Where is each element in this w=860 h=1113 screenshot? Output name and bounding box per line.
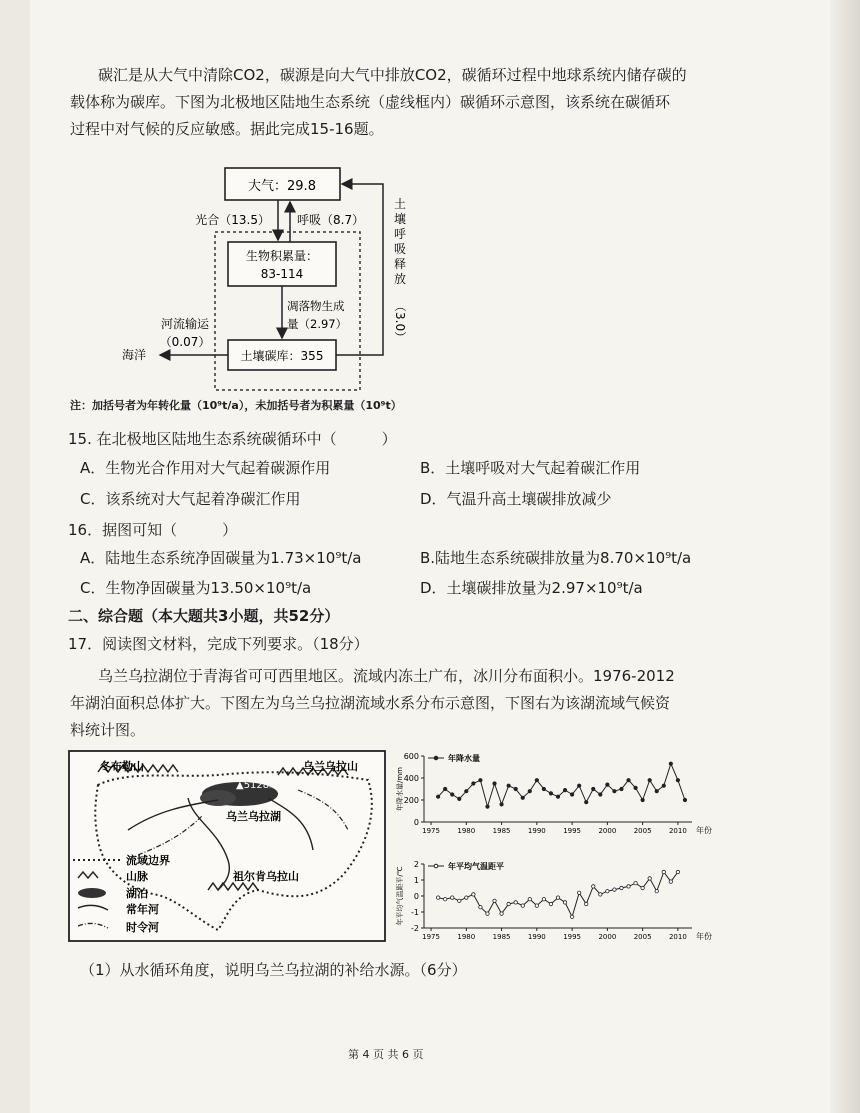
- data-point: [620, 886, 623, 889]
- svg-text:土: 土: [393, 197, 407, 211]
- data-point: [606, 890, 609, 893]
- q15-option-a: A．生物光合作用对大气起着碳源作用: [80, 459, 331, 477]
- data-point: [493, 782, 496, 785]
- data-point: [570, 915, 573, 918]
- y-axis-label: 年平均气温距平/℃: [396, 866, 404, 926]
- atmosphere-label: 大气：29.8: [248, 179, 316, 194]
- q15-stem: 15. 在北极地区陆地生态系统碳循环中（ ）: [68, 430, 397, 448]
- svg-text:呼: 呼: [393, 227, 407, 241]
- data-point: [542, 787, 545, 790]
- x-tick-label: 1975: [422, 933, 440, 941]
- x-tick-label: 1985: [492, 827, 511, 835]
- data-point: [599, 893, 602, 896]
- data-point: [634, 786, 637, 789]
- page-edge: [830, 0, 860, 1113]
- x-tick-label: 1995: [563, 827, 582, 835]
- data-point: [620, 787, 623, 790]
- biomass-value: 83-114: [260, 267, 304, 281]
- river-label-1: 河流输运: [160, 317, 210, 331]
- data-point: [500, 803, 503, 806]
- data-point: [577, 784, 580, 787]
- data-point: [486, 805, 489, 808]
- data-point: [479, 906, 482, 909]
- data-point: [472, 893, 475, 896]
- data-point: [479, 779, 482, 782]
- data-point: [613, 790, 616, 793]
- data-point: [655, 790, 658, 793]
- data-point: [549, 902, 552, 905]
- photosynthesis-label: 光合（13.5）: [195, 213, 270, 227]
- legend-marker: [434, 864, 438, 868]
- data-point: [563, 788, 566, 791]
- data-point: [556, 795, 559, 798]
- svg-text:吸: 吸: [393, 242, 407, 256]
- x-tick-label: 1980: [457, 827, 476, 835]
- data-point: [528, 790, 531, 793]
- y-tick-label: 2: [413, 860, 419, 869]
- svg-text:湖泊: 湖泊: [126, 887, 148, 900]
- data-point: [472, 782, 475, 785]
- intro-line-1: 碳汇是从大气中清除CO2，碳源是向大气中排放CO2，碳循环过程中地球系统内储存碳的: [98, 66, 687, 84]
- data-point: [443, 787, 446, 790]
- x-tick-label: 2000: [598, 827, 617, 835]
- data-point: [514, 901, 517, 904]
- data-point: [676, 779, 679, 782]
- y-tick-label: 400: [403, 774, 419, 783]
- y-tick-label: 200: [403, 796, 419, 805]
- lake-label: 乌兰乌拉湖: [226, 810, 281, 823]
- data-point: [592, 885, 595, 888]
- q17-stem: 17．阅读图文材料，完成下列要求。（18分）: [68, 635, 369, 653]
- q16-option-a: A．陆地生态系统净固碳量为1.73×10⁹t/a: [80, 549, 362, 567]
- data-point: [465, 790, 468, 793]
- q16-stem: 16．据图可知（ ）: [68, 521, 238, 539]
- x-tick-label: 1990: [527, 827, 546, 835]
- q16-option-c: C．生物净固碳量为13.50×10⁹t/a: [80, 579, 312, 597]
- y-tick-label: 0: [413, 892, 419, 901]
- x-tick-label: 2005: [633, 827, 652, 835]
- q16-option-b: B.陆地生态系统碳排放量为8.70×10⁹t/a: [420, 549, 692, 567]
- data-point: [570, 793, 573, 796]
- svg-text:流域边界: 流域边界: [126, 854, 170, 867]
- mountain-label-3: 祖尔肯乌拉山: [233, 870, 299, 883]
- data-point: [507, 784, 510, 787]
- data-point: [627, 779, 630, 782]
- data-point: [655, 890, 658, 893]
- x-axis-label: 年份: [696, 932, 712, 941]
- litter-label-1: 凋落物生成: [287, 299, 345, 313]
- series-line: [438, 764, 685, 807]
- peak-label: ▲5128米: [236, 780, 280, 791]
- data-point: [648, 779, 651, 782]
- data-point: [535, 779, 538, 782]
- q17-para-2: 年湖泊面积总体扩大。下图左为乌兰乌拉湖流域水系分布示意图，下图右为该湖流域气候资: [70, 694, 671, 712]
- data-point: [486, 912, 489, 915]
- x-tick-label: 1980: [457, 933, 476, 941]
- data-point: [662, 784, 665, 787]
- biomass-label: 生物积累量：: [245, 249, 319, 263]
- data-point: [669, 880, 672, 883]
- data-point: [521, 796, 524, 799]
- data-point: [500, 912, 503, 915]
- y-tick-label: -1: [411, 908, 419, 917]
- temperature-anomaly-chart: [392, 852, 722, 948]
- q15-option-b: B．土壤呼吸对大气起着碳汇作用: [420, 459, 641, 477]
- x-tick-label: 1990: [527, 933, 546, 941]
- data-point: [563, 901, 566, 904]
- data-point: [451, 896, 454, 899]
- intro-line-3: 过程中对气候的反应敏感。据此完成15-16题。: [70, 120, 384, 138]
- data-point: [585, 801, 588, 804]
- y-tick-label: -2: [411, 924, 419, 933]
- data-point: [436, 795, 439, 798]
- page-footer: 第 4 页 共 6 页: [348, 1048, 424, 1061]
- data-point: [556, 896, 559, 899]
- intro-line-2: 载体称为碳库。下图为北极地区陆地生态系统（虚线框内）碳循环示意图，该系统在碳循环: [70, 93, 671, 111]
- data-point: [683, 798, 686, 801]
- precipitation-chart: [392, 748, 722, 840]
- data-point: [451, 793, 454, 796]
- x-tick-label: 2000: [598, 933, 617, 941]
- q15-option-d: D．气温升高土壤碳排放减少: [420, 490, 612, 508]
- data-point: [599, 793, 602, 796]
- mountain-label-2: 乌兰乌拉山: [303, 760, 358, 773]
- data-point: [577, 891, 580, 894]
- x-tick-label: 1975: [422, 827, 440, 835]
- soil-label: 土壤碳库：355: [240, 349, 324, 363]
- soil-release-label: [394, 196, 406, 286]
- diagram-note: 注：加括号者为年转化量（10⁹t/a），未加括号者为积累量（10⁹t）: [70, 399, 402, 412]
- data-point: [528, 898, 531, 901]
- q17-para-1: 乌兰乌拉湖位于青海省可可西里地区。流域内冻土广布，冰川分布面积小。1976-2012: [98, 667, 675, 685]
- x-tick-label: 2010: [668, 933, 687, 941]
- svg-text:放: 放: [393, 272, 407, 286]
- data-point: [641, 886, 644, 889]
- mountain-label-1: 冬布勒山: [100, 760, 144, 773]
- data-point: [542, 898, 545, 901]
- legend-marker: [434, 756, 438, 760]
- data-point: [676, 870, 679, 873]
- data-point: [507, 902, 510, 905]
- q17-para-3: 料统计图。: [70, 721, 146, 739]
- watershed-map: [68, 750, 386, 942]
- data-point: [535, 904, 538, 907]
- data-point: [458, 899, 461, 902]
- data-point: [613, 888, 616, 891]
- data-point: [641, 798, 644, 801]
- data-point: [592, 787, 595, 790]
- x-tick-label: 2010: [668, 827, 687, 835]
- legend-label: 年平均气温距平: [448, 862, 504, 871]
- data-point: [662, 870, 665, 873]
- svg-text:常年河: 常年河: [126, 903, 159, 916]
- x-tick-label: 1985: [492, 933, 511, 941]
- x-tick-label: 1995: [563, 933, 582, 941]
- river-label-2: （0.07）: [159, 335, 211, 349]
- litter-label-2: 量（2.97）: [287, 317, 348, 331]
- data-point: [648, 877, 651, 880]
- respiration-label: 呼吸（8.7）: [297, 213, 365, 227]
- x-axis-label: 年份: [696, 826, 712, 835]
- q16-option-d: D．土壤碳排放量为2.97×10⁹t/a: [420, 579, 643, 597]
- data-point: [634, 882, 637, 885]
- data-point: [521, 904, 524, 907]
- legend-label: 年降水量: [448, 754, 480, 763]
- carbon-cycle-diagram: [100, 160, 430, 400]
- y-tick-label: 0: [413, 818, 419, 827]
- data-point: [627, 885, 630, 888]
- svg-text:山脉: 山脉: [126, 870, 148, 883]
- data-point: [669, 762, 672, 765]
- ocean-label: 海洋: [122, 348, 147, 362]
- svg-text:释: 释: [393, 257, 407, 271]
- section-2-title: 二、综合题（本大题共3小题，共52分）: [68, 607, 340, 625]
- data-point: [458, 797, 461, 800]
- y-axis-label: 年降水量/mm: [396, 767, 404, 811]
- y-tick-label: 1: [413, 876, 419, 885]
- data-point: [585, 902, 588, 905]
- data-point: [493, 899, 496, 902]
- data-point: [443, 898, 446, 901]
- data-point: [436, 896, 439, 899]
- q15-option-c: C．该系统对大气起着净碳汇作用: [80, 490, 301, 508]
- data-point: [514, 787, 517, 790]
- y-tick-label: 600: [403, 752, 419, 761]
- x-tick-label: 2005: [633, 933, 652, 941]
- q17-sub-1: （1）从水循环角度，说明乌兰乌拉湖的补给水源。（6分）: [80, 961, 467, 979]
- data-point: [606, 783, 609, 786]
- svg-text:壤: 壤: [393, 212, 407, 226]
- svg-text:时令河: 时令河: [126, 921, 159, 934]
- data-point: [549, 792, 552, 795]
- soil-release-value: （3.0）: [393, 300, 407, 344]
- data-point: [465, 896, 468, 899]
